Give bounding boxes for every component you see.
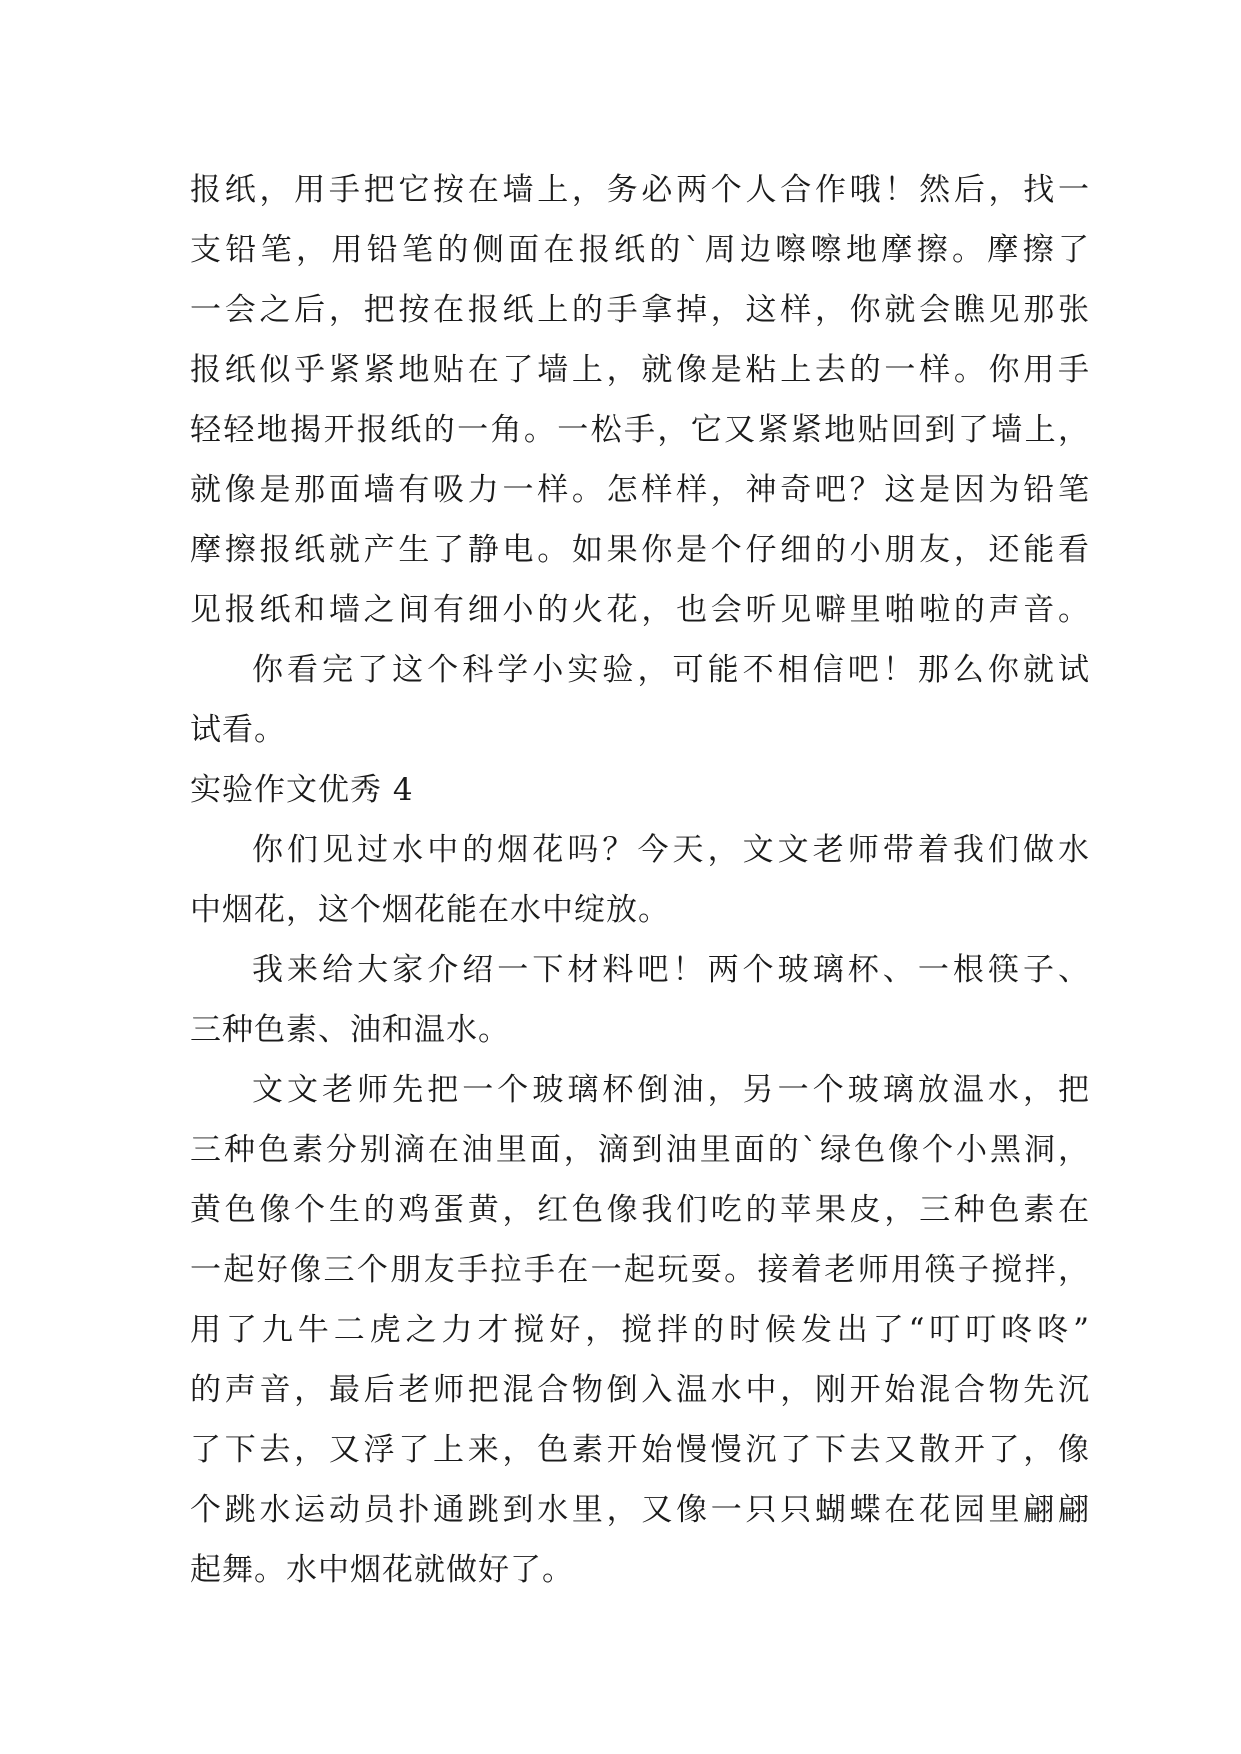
text-line: 一会之后，把按在报纸上的手拿掉，这样，你就会瞧见那张 [190,292,1090,328]
document-body [190,160,1090,1600]
text-line: 报纸似乎紧紧地贴在了墙上，就像是粘上去的一样。你用手 [190,352,1090,388]
text-line: 就像是那面墙有吸力一样。怎样样，神奇吧？这是因为铅笔 [190,472,1090,508]
text-line: 起舞。水中烟花就做好了。 [190,1552,574,1588]
text-line: 三种色素、油和温水。 [190,1012,510,1048]
text-line: 轻轻地揭开报纸的一角。一松手，它又紧紧地贴回到了墙上， [190,412,1090,448]
text-line: 你们见过水中的烟花吗？今天，文文老师带着我们做水 [252,832,1090,868]
text-line: 见报纸和墙之间有细小的火花，也会听见噼里啪啦的声音。 [190,592,1090,628]
text-line: 黄色像个生的鸡蛋黄，红色像我们吃的苹果皮，三种色素在 [190,1192,1090,1228]
text-line: 报纸，用手把它按在墙上，务必两个人合作哦！然后，找一 [190,172,1090,208]
text-line: 试看。 [190,712,286,748]
text-line: 一起好像三个朋友手拉手在一起玩耍。接着老师用筷子搅拌， [190,1252,1090,1288]
text-line: 三种色素分别滴在油里面，滴到油里面的`绿色像个小黑洞， [190,1132,1090,1168]
text-line: 了下去，又浮了上来，色素开始慢慢沉了下去又散开了，像 [190,1432,1090,1468]
text-line: 我来给大家介绍一下材料吧！两个玻璃杯、一根筷子、 [252,952,1090,988]
text-line: 个跳水运动员扑通跳到水里，又像一只只蝴蝶在花园里翩翩 [190,1492,1090,1528]
text-line: 用了九牛二虎之力才搅好，搅拌的时候发出了“叮叮咚咚” [190,1312,1090,1348]
text-line: 支铅笔，用铅笔的侧面在报纸的`周边嚓嚓地摩擦。摩擦了 [190,232,1090,268]
text-line: 中烟花，这个烟花能在水中绽放。 [190,892,670,928]
section-heading: 实验作文优秀 4 [190,772,414,808]
text-line: 摩擦报纸就产生了静电。如果你是个仔细的小朋友，还能看 [190,532,1090,568]
text-line: 的声音，最后老师把混合物倒入温水中，刚开始混合物先沉 [190,1372,1090,1408]
text-line: 你看完了这个科学小实验，可能不相信吧！那么你就试 [252,652,1090,688]
text-line: 文文老师先把一个玻璃杯倒油，另一个玻璃放温水，把 [252,1072,1090,1108]
